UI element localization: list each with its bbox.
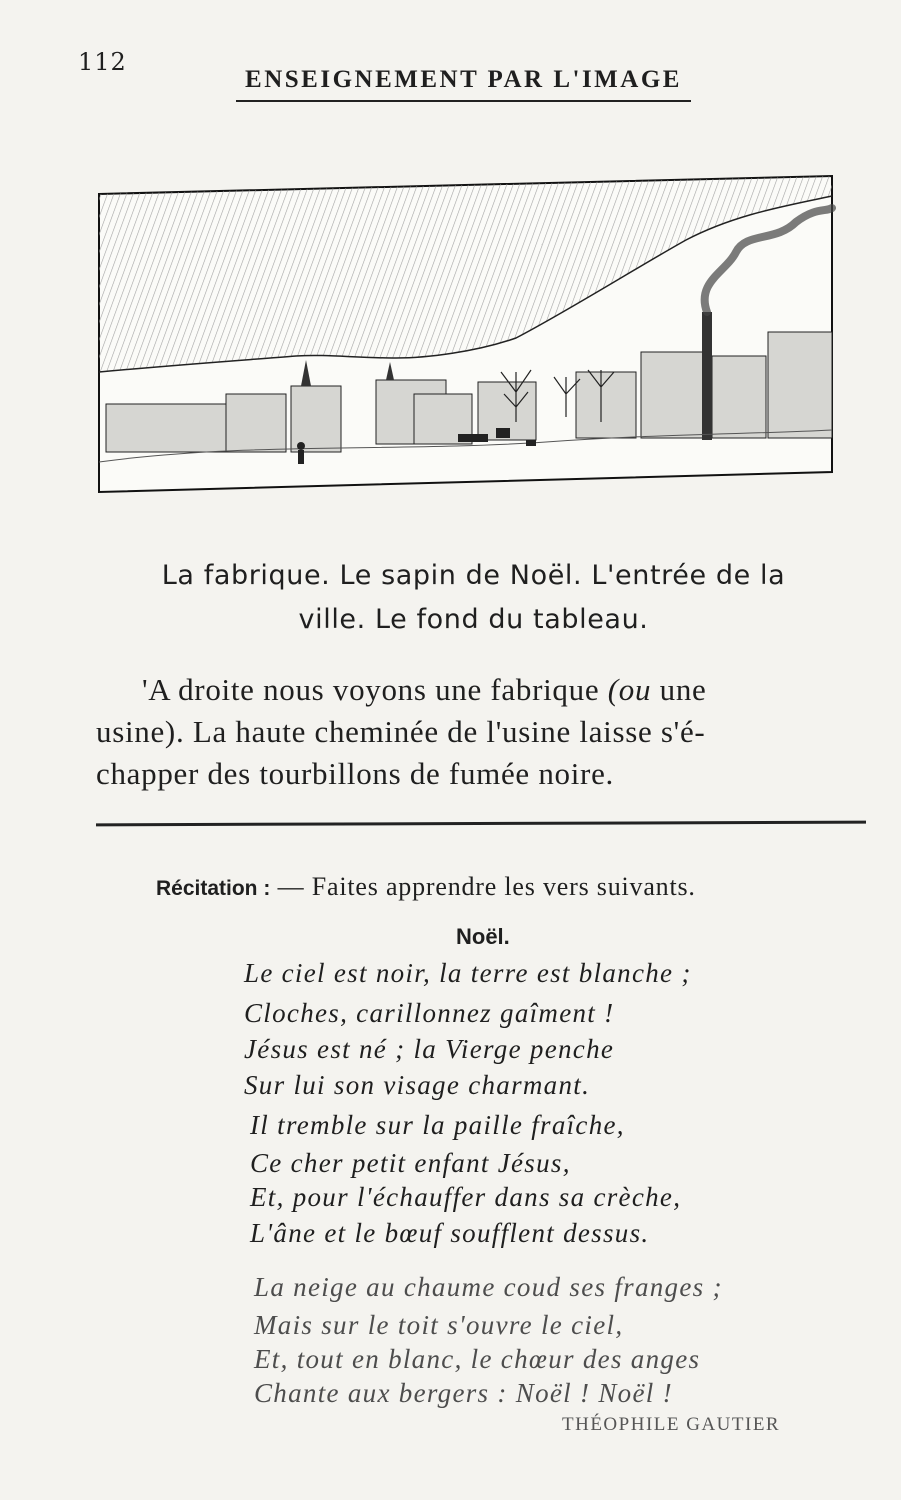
- verse-line: Sur lui son visage charmant.: [244, 1070, 591, 1100]
- description-line-2: usine). La haute cheminée de l'usine laisse s'é-: [96, 714, 706, 749]
- verse-line: Chante aux bergers : Noël ! Noël !: [254, 1378, 673, 1408]
- page-number: 112: [78, 48, 127, 76]
- verse-line: Mais sur le toit s'ouvre le ciel,: [254, 1310, 624, 1340]
- verse-line: Et, tout en blanc, le chœur des anges: [254, 1344, 701, 1374]
- description-line-1: [142, 672, 707, 708]
- verse-line: Et, pour l'échauffer dans sa crèche,: [250, 1182, 682, 1212]
- verse-line: L'âne et le bœuf soufflent dessus.: [250, 1218, 650, 1248]
- verse-line: Cloches, carillonnez gaîment !: [244, 998, 615, 1028]
- illustration: [96, 172, 836, 494]
- running-title: ENSEIGNEMENT PAR L'IMAGE: [236, 66, 691, 102]
- verse-line: Le ciel est noir, la terre est blanche ;: [244, 958, 692, 988]
- verse-line: Jésus est né ; la Vierge penche: [244, 1034, 615, 1064]
- verse-line: Ce cher petit enfant Jésus,: [250, 1148, 571, 1178]
- section-divider: [96, 821, 866, 827]
- recitation-label: Récitation :: [156, 877, 271, 900]
- caption-line-2: ville. Le fond du tableau.: [298, 604, 649, 635]
- description-text-start: 'A droite nous voyons une fabrique: [142, 672, 608, 707]
- description-text-end: une: [651, 672, 707, 707]
- verse-line: Il tremble sur la paille fraîche,: [250, 1110, 625, 1140]
- poem-title: Noël.: [456, 924, 510, 949]
- recitation-line: [156, 872, 696, 902]
- poem-author: THÉOPHILE GAUTIER: [562, 1414, 781, 1435]
- description-italic: (ou: [607, 672, 652, 707]
- description-line-3: chapper des tourbillons de fumée noire.: [96, 756, 614, 791]
- caption-line-1: La fabrique. Le sapin de Noël. L'entrée de la: [161, 560, 786, 591]
- verse-line: La neige au chaume coud ses franges ;: [254, 1272, 723, 1302]
- recitation-instruction: — Faites apprendre les vers suivants.: [277, 872, 696, 901]
